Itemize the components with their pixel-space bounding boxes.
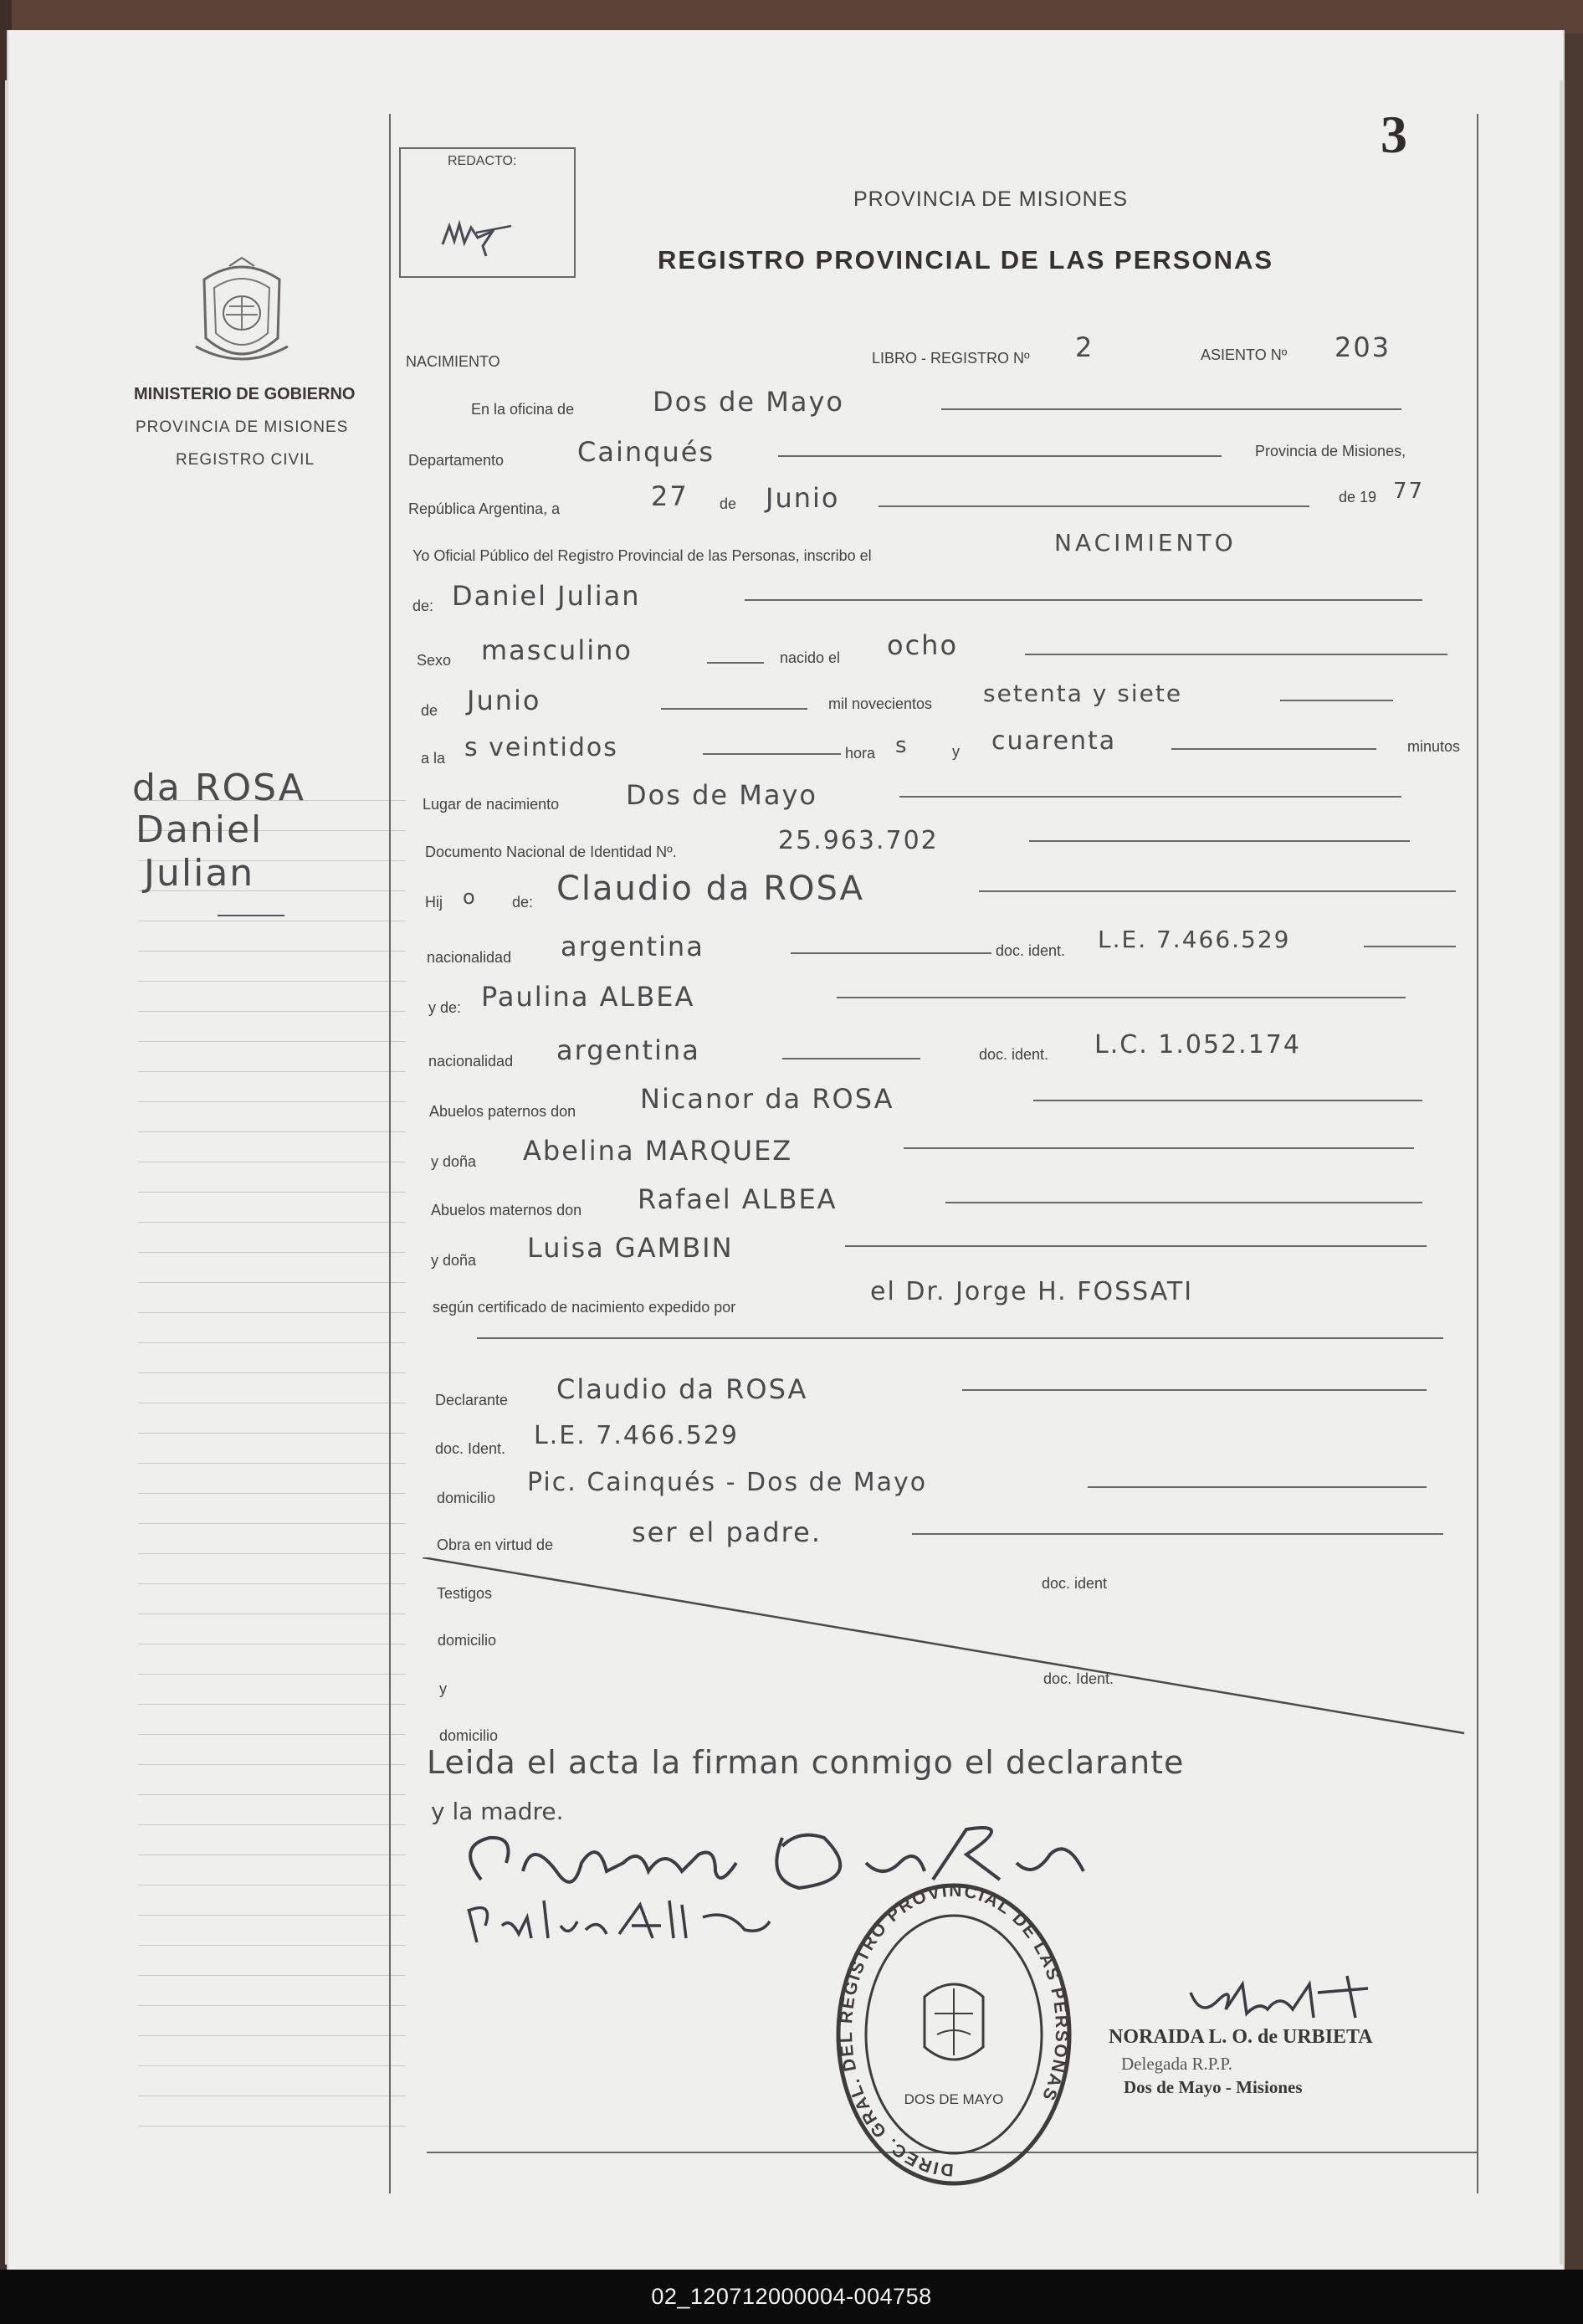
padre-doc-value: L.E. 7.466.529 bbox=[1098, 926, 1291, 953]
alas-label: a la bbox=[421, 750, 446, 767]
page-edge-right bbox=[1560, 80, 1563, 2265]
dni-value: 25.963.702 bbox=[778, 826, 939, 855]
closing-line1: Leida el acta la firman conmigo el declarante bbox=[427, 1744, 1185, 1781]
hijo-label: Hij bbox=[425, 894, 443, 911]
abuelo-pat-line bbox=[1033, 1100, 1422, 1101]
ministry-line3: REGISTRO CIVIL bbox=[176, 451, 315, 469]
nacido-value: ocho bbox=[887, 629, 959, 661]
decl-doc-value: L.E. 7.466.529 bbox=[534, 1421, 739, 1450]
redacto-box bbox=[399, 147, 576, 278]
abuelos-pat-label: Abuelos paternos don bbox=[429, 1103, 576, 1120]
officer-place: Dos de Mayo - Misiones bbox=[1124, 2077, 1303, 2097]
hijo-de-label: de: bbox=[512, 894, 534, 911]
asiento-label: ASIENTO Nº bbox=[1201, 346, 1288, 363]
officer-signature bbox=[1184, 1967, 1385, 2026]
oficina-label: En la oficina de bbox=[471, 401, 575, 418]
oficina-value: Dos de Mayo bbox=[653, 386, 844, 418]
abuela-pat-line bbox=[904, 1147, 1414, 1149]
madre-nac-line bbox=[782, 1058, 920, 1059]
mother-signature bbox=[460, 1892, 778, 1951]
obra-label: Obra en virtud de bbox=[437, 1537, 554, 1553]
testigos-doc2-label: doc. Ident. bbox=[1043, 1670, 1114, 1687]
padre-value: Claudio da ROSA bbox=[556, 870, 864, 908]
ministry-line2: PROVINCIA DE MISIONES bbox=[136, 418, 349, 436]
record-type-label: NACIMIENTO bbox=[406, 353, 500, 370]
fecha-line bbox=[879, 505, 1309, 507]
testigos-doc-label: doc. ident bbox=[1042, 1575, 1108, 1592]
abuelo-mat-line bbox=[945, 1202, 1422, 1203]
acto-value: NACIMIENTO bbox=[1054, 529, 1237, 557]
nombre-value: Daniel Julian bbox=[452, 580, 641, 612]
cancel-slash bbox=[423, 1557, 1468, 1742]
oficina-line bbox=[941, 408, 1401, 410]
abuela-pat-value: Abelina MARQUEZ bbox=[523, 1135, 793, 1167]
padre-nac-value: argentina bbox=[561, 931, 704, 962]
padre-line bbox=[979, 890, 1456, 892]
margin-note-name1: Daniel bbox=[136, 808, 264, 851]
minutos-value: cuarenta bbox=[991, 726, 1117, 756]
testigos-dom2-label: domicilio bbox=[439, 1727, 499, 1744]
stamp-inner-text: DOS DE MAYO bbox=[904, 2091, 1004, 2107]
hora-letras-value: s veintidos bbox=[464, 733, 618, 762]
hora-label: hora bbox=[845, 745, 876, 762]
redacto-initials bbox=[434, 208, 526, 258]
lugar-line bbox=[899, 796, 1401, 798]
abuelo-pat-value: Nicanor da ROSA bbox=[640, 1083, 894, 1115]
official-stamp bbox=[832, 1880, 1075, 2189]
obra-value: ser el padre. bbox=[632, 1516, 822, 1548]
nacido-line bbox=[1025, 654, 1447, 655]
abuela-mat-label: y doña bbox=[431, 1252, 477, 1269]
mes-value: Junio bbox=[766, 482, 840, 514]
dni-label: Documento Nacional de Identidad Nº. bbox=[425, 844, 677, 860]
stamp-ring-text: DIREC. GRAL. DEL REGISTRO PROVINCIAL DE LAS PERSONAS bbox=[836, 1880, 1072, 2180]
certificado-value: el Dr. Jorge H. FOSSATI bbox=[870, 1277, 1194, 1306]
hora-line bbox=[703, 753, 841, 755]
provincia-label: Provincia de Misiones, bbox=[1255, 443, 1406, 459]
dni-line bbox=[1029, 840, 1410, 842]
header-registry: REGISTRO PROVINCIAL DE LAS PERSONAS bbox=[658, 245, 1274, 274]
desk-background bbox=[0, 0, 1583, 33]
officer-name: NORAIDA L. O. de URBIETA bbox=[1109, 2026, 1373, 2048]
redacto-label: REDACTO: bbox=[448, 154, 517, 168]
obra-line bbox=[912, 1533, 1443, 1535]
oficial-label: Yo Oficial Público del Registro Provincial de las Personas, inscribo el bbox=[412, 547, 872, 564]
abuela-mat-value: Luisa GAMBIN bbox=[527, 1232, 734, 1264]
folio-number: 3 bbox=[1381, 105, 1407, 164]
libro-value: 2 bbox=[1075, 331, 1094, 363]
padre-nac-label: nacionalidad bbox=[427, 949, 512, 966]
testigos-dom-label: domicilio bbox=[438, 1632, 497, 1649]
image-caption: 02_120712000004-004758 bbox=[0, 2270, 1583, 2324]
hora-s-value: s bbox=[895, 733, 909, 758]
closing-line2: y la madre. bbox=[431, 1798, 564, 1825]
madre-doc-label: doc. ident. bbox=[979, 1046, 1049, 1063]
declarante-line bbox=[962, 1389, 1427, 1391]
page-edge-left bbox=[5, 80, 8, 2265]
sexo-label: Sexo bbox=[417, 652, 452, 669]
domicilio-value: Pic. Cainqués - Dos de Mayo bbox=[527, 1468, 928, 1497]
decl-doc-label: doc. Ident. bbox=[435, 1440, 506, 1457]
testigos-label: Testigos bbox=[437, 1585, 493, 1602]
coat-of-arms-icon bbox=[187, 254, 296, 370]
margin-note-underline bbox=[218, 915, 284, 916]
yde-label: y de: bbox=[428, 999, 462, 1016]
milnov-label: mil novecientos bbox=[828, 695, 933, 712]
nombre-line bbox=[745, 599, 1422, 601]
declarante-value: Claudio da ROSA bbox=[556, 1373, 808, 1405]
de-label: de bbox=[720, 495, 737, 512]
certificado-line bbox=[477, 1337, 1443, 1339]
republica-label: República Argentina, a bbox=[408, 500, 561, 517]
madre-value: Paulina ALBEA bbox=[481, 981, 695, 1013]
domicilio-line bbox=[1088, 1486, 1427, 1488]
lugar-value: Dos de Mayo bbox=[626, 779, 817, 811]
hijo-o-value: o bbox=[463, 885, 477, 909]
testigos-y-label: y bbox=[439, 1680, 447, 1697]
de-mes-label: de bbox=[421, 702, 438, 719]
record-page bbox=[8, 30, 1563, 2270]
domicilio-label: domicilio bbox=[437, 1490, 496, 1506]
padre-doc-line bbox=[1364, 946, 1456, 947]
abuelo-mat-value: Rafael ALBEA bbox=[638, 1183, 838, 1215]
anio-value: 77 bbox=[1393, 479, 1425, 504]
anio-letras-value: setenta y siete bbox=[983, 680, 1183, 707]
lugar-label: Lugar de nacimiento bbox=[423, 796, 560, 813]
nacido-mes-value: Junio bbox=[467, 685, 541, 716]
anio-letras-line bbox=[1280, 700, 1393, 701]
de19-label: de 19 bbox=[1339, 489, 1377, 505]
nacido-mes-line bbox=[661, 708, 807, 710]
minutos-line bbox=[1171, 748, 1376, 750]
abuela-pat-label: y doña bbox=[431, 1153, 477, 1170]
madre-nac-label: nacionalidad bbox=[428, 1053, 514, 1070]
header-province: PROVINCIA DE MISIONES bbox=[853, 187, 1129, 211]
abuela-mat-line bbox=[845, 1245, 1427, 1247]
dia-value: 27 bbox=[651, 480, 689, 512]
padre-doc-label: doc. ident. bbox=[996, 942, 1066, 959]
ministry-line1: MINISTERIO DE GOBIERNO bbox=[134, 385, 356, 403]
y-label: y bbox=[952, 743, 960, 760]
madre-doc-value: L.C. 1.052.174 bbox=[1094, 1030, 1301, 1059]
departamento-line bbox=[778, 455, 1222, 457]
nacido-label: nacido el bbox=[780, 649, 841, 666]
form-right-border bbox=[1477, 114, 1478, 2193]
departamento-value: Cainqués bbox=[577, 436, 715, 468]
certificado-label: según certificado de nacimiento expedido por bbox=[433, 1299, 736, 1316]
declarante-label: Declarante bbox=[435, 1392, 509, 1408]
officer-role: Delegada R.P.P. bbox=[1121, 2054, 1232, 2074]
sexo-line bbox=[707, 662, 764, 664]
departamento-label: Departamento bbox=[408, 452, 505, 469]
sexo-value: masculino bbox=[481, 634, 633, 666]
margin-note-surname: da ROSA bbox=[132, 767, 305, 809]
padre-nac-line bbox=[791, 952, 991, 954]
abuelos-mat-label: Abuelos maternos don bbox=[431, 1202, 582, 1218]
minutos-label: minutos bbox=[1407, 738, 1461, 755]
libro-label: LIBRO - REGISTRO Nº bbox=[872, 350, 1030, 367]
margin-note-name2: Julian bbox=[144, 852, 255, 895]
asiento-value: 203 bbox=[1335, 331, 1391, 363]
madre-nac-value: argentina bbox=[556, 1034, 700, 1066]
madre-line bbox=[837, 997, 1406, 998]
form-left-border bbox=[389, 114, 391, 2193]
de-name-label: de: bbox=[412, 598, 434, 614]
